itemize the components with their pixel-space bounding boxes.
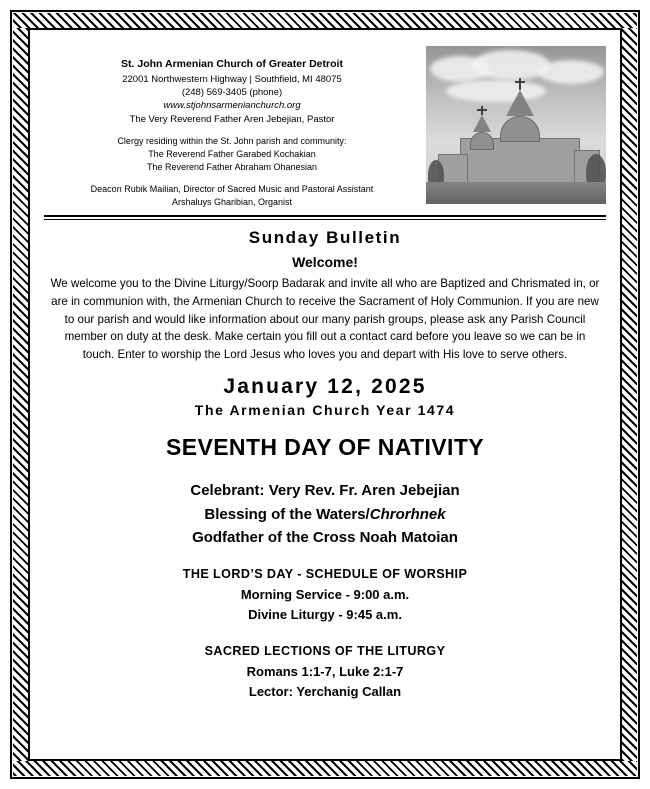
sacred-lections-title: SACRED LECTIONS OF THE LITURGY [204, 644, 446, 659]
celebrant-block [44, 479, 606, 549]
cloud-shape [538, 60, 604, 84]
church-dome-cone [506, 90, 534, 116]
clergy-member-2: The Reverend Father Abraham Ohanesian [146, 162, 318, 173]
cross-icon [481, 106, 483, 115]
worship-schedule-line: Morning Service - 9:00 a.m. [240, 587, 410, 603]
feast-title: SEVENTH DAY OF NATIVITY [165, 434, 485, 461]
celebrant-name: Celebrant: Very Rev. Fr. Aren Jebejian [190, 482, 460, 500]
lector-name: Lector: Yerchanig Callan [248, 683, 402, 699]
worship-schedule-title: THE LORD’S DAY - SCHEDULE OF WORSHIP [182, 567, 468, 582]
cloud-shape [472, 50, 550, 80]
bulletin-content [30, 30, 620, 759]
bulletin-header [44, 40, 606, 209]
clergy-block [44, 135, 420, 174]
clergy-member-1: The Reverend Father Garabed Kochakian [148, 149, 316, 160]
church-small-cone [473, 115, 491, 132]
staff-block [44, 183, 420, 209]
pastor-name: The Very Reverend Father Aren Jebejian, Pastor [129, 113, 335, 125]
sacred-lections-line: Romans 1:1-7, Luke 2:1-7 [246, 664, 404, 680]
header-divider-thick [44, 215, 606, 217]
header-text-block [44, 46, 426, 209]
organist-name: Arshaluys Gharibian, Organist [171, 197, 293, 208]
worship-schedule-line: Divine Liturgy - 9:45 a.m. [248, 606, 402, 622]
blessing-armenian-term: Chrorhnek [369, 505, 446, 523]
sacred-lections-section [44, 644, 606, 701]
service-date: January 12, 2025 [223, 375, 427, 399]
godfather-of-the-cross: Godfather of the Cross Noah Matoian [192, 528, 458, 546]
worship-schedule-section [44, 567, 606, 624]
cross-icon [519, 78, 521, 90]
blessing-label: Blessing of the Waters/ [204, 505, 370, 523]
page-title: Sunday Bulletin [248, 228, 402, 248]
church-address: 22001 Northwestern Highway | Southfield, MI 48075 [122, 74, 342, 85]
photo-ground [426, 182, 606, 204]
blessing-of-waters [44, 503, 606, 526]
armenian-church-year: The Armenian Church Year 1474 [194, 402, 456, 419]
church-name: St. John Armenian Church of Greater Detroit [121, 58, 343, 70]
deacon-name: Deacon Rubik Mailian, Director of Sacred Music and Pastoral Assistant [90, 184, 374, 195]
welcome-paragraph: We welcome you to the Divine Liturgy/Soorp Badarak and invite all who are Baptized and Chrismated in, or are in communion with, the Armenian Church to receive the Sacrament of Holy Communion. If you are new to our parish and would like information about our many parish groups, please ask any Parish Council member on duty at the desk. Make certain you fill out a contact card before you leave so we can be in touch. Enter to worship the Lord Jesus who loves you and depart with His love to serve others. [50, 277, 600, 361]
welcome-heading: Welcome! [292, 254, 358, 271]
clergy-intro: Clergy residing within the St. John parish and community: [117, 136, 347, 147]
header-divider-thin [44, 219, 606, 220]
church-phone: (248) 569-3405 (phone) [181, 87, 283, 99]
church-website-link[interactable]: www.stjohnsarmenianchurch.org [163, 100, 301, 112]
armenian-church-photo [426, 46, 606, 204]
church-small-drum [470, 132, 494, 150]
